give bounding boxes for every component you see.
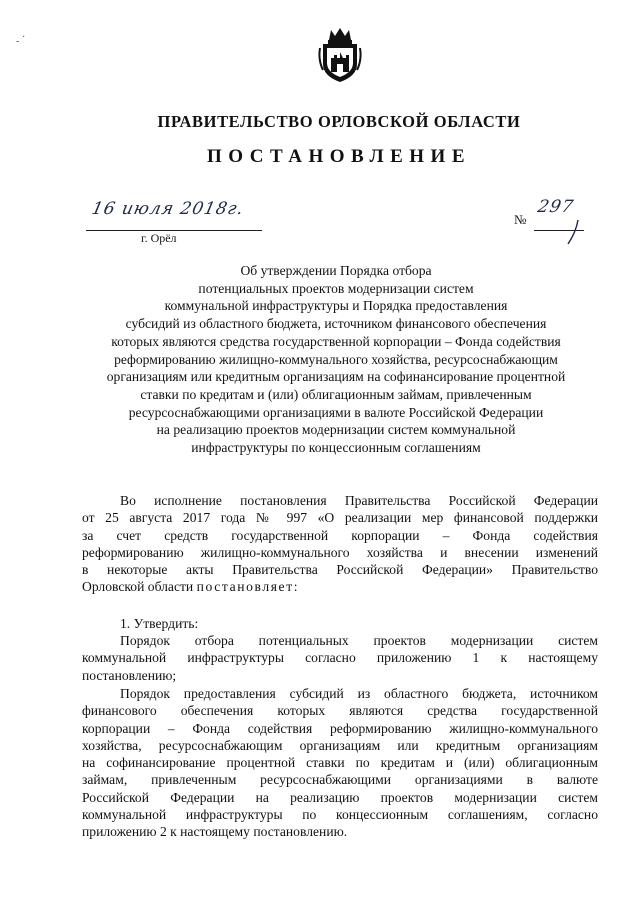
item-1-heading: 1. Утвердить: [120, 616, 199, 631]
title-line: организациям или кредитным организациям на софинансирование процентной [106, 369, 566, 385]
item-1b-line: на софинансирование процентной ставки по кредитам и (или) облигационным [82, 755, 598, 771]
organization-name: ПРАВИТЕЛЬСТВО ОРЛОВСКОЙ ОБЛАСТИ [157, 112, 521, 131]
document-type-title: ПОСТАНОВЛЕНИЕ [206, 146, 472, 167]
title-line: ставки по кредитам и (или) облигационным займам, привлеченным [140, 386, 532, 402]
preamble-line: в некоторые акты Правительства Российской Федерации» Правительство [82, 562, 598, 578]
handwritten-number: 297 [535, 197, 576, 217]
preamble-line: реформированию жилищно-коммунального хозяйства и внесении изменений [82, 544, 598, 560]
item-1b-line: Российской Федерации на реализацию проектов модернизации систем [82, 789, 598, 805]
item-1b-paragraph [82, 685, 598, 841]
item-1a-line: Порядок отбора потенциальных проектов модернизации систем [120, 633, 598, 648]
city-label: г. Орёл [141, 231, 177, 245]
margin-mark: · [22, 32, 26, 43]
item-1b-line: хозяйства, ресурсоснабжающим организациям или кредитным организациям [82, 737, 598, 753]
item-1a-paragraph [82, 632, 598, 684]
margin-mark: - [16, 36, 20, 47]
number-flourish [566, 220, 580, 246]
title-line: коммунальной инфраструктуры и Порядка предоставления [164, 298, 508, 314]
title-line: которых являются средства государственной корпорации – Фонда содействия [111, 333, 561, 349]
preamble-line: Во исполнение постановления Правительства Российской Федерации [120, 493, 598, 508]
item-1b-line: приложению 2 к настоящему постановлению. [82, 824, 348, 840]
title-line: субсидий из областного бюджета, источником финансового обеспечения [125, 316, 547, 332]
document-title [62, 262, 610, 457]
title-line: потенциальных проектов модернизации систем [198, 280, 474, 296]
item-1b-line: корпорации – Фонда содействия реформированию жилищно-коммунального [82, 720, 598, 736]
title-line: ресурсоснабжающими организациями в валюте Российской Федерации [128, 404, 544, 420]
preamble-line: от 25 августа 2017 года № 997 «О реализации мер финансовой поддержки [82, 510, 598, 526]
title-line: на реализацию проектов модернизации систем коммунальной [156, 422, 516, 438]
preamble-final-line [82, 578, 598, 595]
item-1-heading-block [82, 615, 598, 632]
item-1b-line: займам, привлеченным ресурсоснабжающими организациями в валюте [82, 772, 598, 788]
title-line: инфраструктуры по концессионным соглашениям [191, 440, 481, 456]
number-label: № [514, 212, 527, 227]
title-line: Об утверждении Порядка отбора [240, 263, 432, 278]
preamble-line: за счет средств государственной корпорации – Фонда содействия [82, 527, 598, 543]
item-1a-line: коммунальной инфраструктуры согласно приложению 1 к настоящему [82, 650, 598, 666]
item-1b-line: финансового обеспечения которых являются средства государственной [82, 703, 598, 719]
title-line: реформированию жилищно-коммунального хозяйства, ресурсоснабжающим [114, 351, 558, 367]
item-1b-line: коммунальной инфраструктуры по концессионным соглашениям, согласно [82, 807, 598, 823]
coat-of-arms-icon [317, 26, 363, 84]
item-1b-line: Порядок предоставления субсидий из областного бюджета, источником [120, 686, 598, 701]
resolves-word: постановляет: [196, 579, 300, 595]
handwritten-date: 16 июля 2018г. [89, 199, 246, 219]
preamble-last-prefix: Орловской области [82, 579, 197, 595]
preamble-paragraph [82, 492, 598, 596]
item-1a-line: постановлению; [82, 667, 177, 683]
